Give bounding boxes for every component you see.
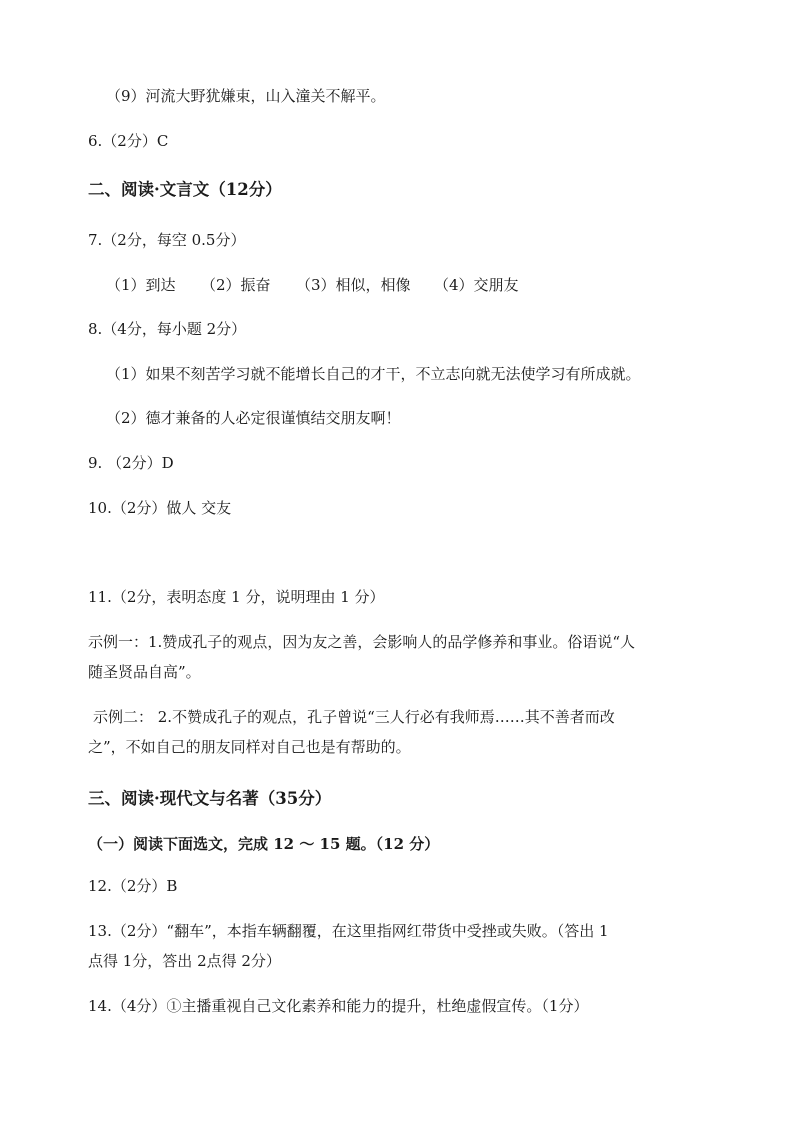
answer-7-item: （3）相似，相像 (296, 276, 411, 294)
answer-7-item: （2）振奋 (201, 276, 271, 294)
section-3-heading: 三、阅读·现代文与名著（35分） (88, 789, 332, 808)
answer-8-1: （1）如果不刻苦学习就不能增长自己的才干，不立志向就无法使学习有所成就。 (106, 365, 641, 383)
answer-14: 14.（4分）①主播重视自己文化素养和能力的提升，杜绝虚假宣传。（1分） (88, 997, 589, 1015)
answer-13-line-1: 13.（2分）“翻车”，本指车辆翻覆，在这里指网红带货中受挫或失败。（答出 1 (88, 922, 609, 940)
section-2-heading: 二、阅读·文言文（12分） (88, 180, 282, 199)
part-1-heading: （一）阅读下面选文，完成 12 ～ 15 题。（12 分） (88, 835, 440, 853)
answer-8-2: （2）德才兼备的人必定很谨慎结交朋友啊！ (106, 409, 401, 427)
answer-8-header: 8.（4分，每小题 2分） (88, 320, 247, 338)
answer-9: 9. （2分）D (88, 454, 174, 472)
answer-12: 12.（2分）B (88, 877, 178, 895)
example-2-line-2: 之”，不如自己的朋友同样对自己也是有帮助的。 (88, 738, 411, 756)
answer-6: 6.（2分）C (88, 132, 169, 150)
example-1-line-1: 示例一：1.赞成孔子的观点，因为友之善，会影响人的品学修养和事业。俗语说“人 (88, 633, 635, 651)
answer-7-item: （4）交朋友 (434, 276, 519, 294)
answer-5-9: （9）河流大野犹嫌束，山入潼关不解平。 (106, 87, 386, 105)
answer-13-line-2: 点得 1分，答出 2点得 2分） (88, 952, 281, 970)
answer-7-items (106, 275, 519, 295)
answer-7-item: （1）到达 (106, 276, 176, 294)
example-1-line-2: 随圣贤品自高”。 (88, 663, 201, 681)
answer-10: 10.（2分）做人 交友 (88, 499, 232, 517)
example-2-line-1: 示例二： 2.不赞成孔子的观点，孔子曾说“三人行必有我师焉……其不善者而改 (93, 708, 615, 726)
answer-11-header: 11.（2分，表明态度 1 分，说明理由 1 分） (88, 588, 385, 606)
answer-7-header: 7.（2分，每空 0.5分） (88, 231, 246, 249)
